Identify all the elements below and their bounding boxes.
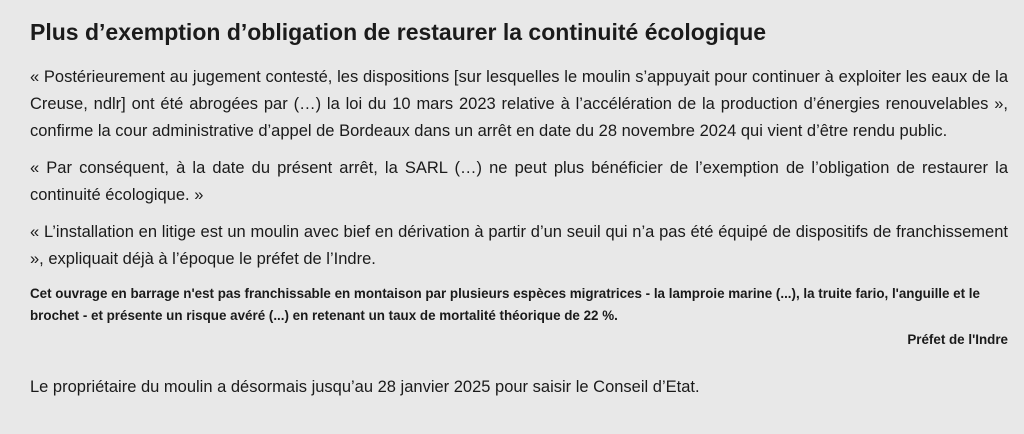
quote-attribution: Préfet de l'Indre xyxy=(907,332,1008,347)
article-paragraph: « Par conséquent, à la date du présent arrêt, la SARL (…) ne peut plus bénéficier de l’exemption de l’obligation de restaurer la continuité écologique. » xyxy=(30,159,1008,204)
article-title: Plus d’exemption d’obligation de restaurer la continuité écologique xyxy=(30,19,767,45)
article-paragraph: « Postérieurement au jugement contesté, les dispositions [sur lesquelles le moulin s’appuyait pour continuer à exploiter les eaux de la Creuse, ndlr] ont été abrogées par (…) la loi du 10 mars 2023 relative à l’accélération de la production d’énergies renouvelables », confirme la cour administrative d’appel de Bordeaux dans un arrêt en date du 28 novembre 2024 qui vient d’être rendu public. xyxy=(30,68,1008,140)
pull-quote: Cet ouvrage en barrage n'est pas franchissable en montaison par plusieurs espèces migratrices - la lamproie marine (...), la truite fario, l'anguille et le brochet - et présente un risque avéré (...) en retenant un taux de mortalité théorique de 22 %. xyxy=(30,286,980,323)
closing-paragraph: Le propriétaire du moulin a désormais jusqu’au 28 janvier 2025 pour saisir le Conseil d’Etat. xyxy=(30,378,700,396)
article-paragraph: « L’installation en litige est un moulin avec bief en dérivation à partir d’un seuil qui n’a pas été équipé de dispositifs de franchissement », expliquait déjà à l’époque le préfet de l’Indre. xyxy=(30,223,1008,268)
